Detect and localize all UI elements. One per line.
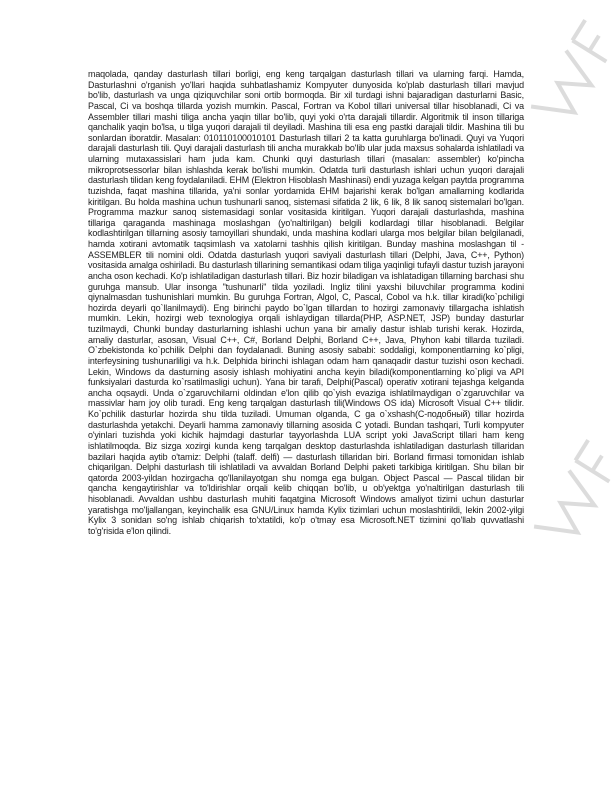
watermark-mark-lower: [534, 440, 612, 548]
body-paragraph: maqolada, qanday dasturlash tillari borligi, eng keng tarqalgan dasturlash tillari va ularning farqi. Hamda, Dasturlashni o'rganish yo'llari haqida suhbatlashamiz Kompyuter dunyosida ko'plab dasturlash tillari mavjud bo'lib, dasturlash va unga qiziquvchilar soni ortib bormoqda. Bir xil turdagi ishni bajaradigan dasturlarni Basic, Pascal, Ci va boshqa tillarda yozish mumkin. Pascal, Fortran va Kobol tillari universal tillar hisoblanadi, Ci va Assembler tillari mashi tiliga ancha yaqin tillar bo'lib, quyi yoki o'rta darajali tillardir. Algoritmik til inson tillariga qanchalik yaqin bo'lsa, u tilga yuqori darajali til deyiladi. Mashina tili esa eng pastki darajali tildir. Mashina tili bu sonlardan iboratdir. Masalan: 010110100010101 Dasturlash tillari 2 ta katta guruhlarga bo'linadi. Quyi va Yuqori darajali dasturlash tili. Quyi darajali dasturlash tili ancha murakkab bo'lib ular juda maxsus sohalarda ishlatiladi va ularning mutaxassislari ham juda kam. Chunki quyi dasturlash tillari (masalan: assembler) ko'pincha mikroprotsessorlar bilan ishlashda kerak bo'lishi mumkin. Odatda turli dasturlash ishlari uchun yuqori darajali dasturlash tilidan keng foydalaniladi. EHM (Elektron Hisoblash Mashinasi) endi yuzaga kelgan paytda programma tuzishda, faqat mashina tillarida, ya'ni sonlar yordamida EHM bajarishi kerak bo'lgan amallarning kodlarida kiritilgan. Bu holda mashina uchun tushunarli sanoq, sistemasi sifatida 2 lik, 6 lik, 8 lik sanoq sistemalari bo'lgan. Programma mazkur sanoq sistemasidagi sonlar vositasida kiritilgan. Yuqori darajali dasturlashda, mashina tillariga qaraganda mashinaga moslashgan (yo'naltirilgan) belgili kodlardagi tillar hisoblanadi. Belgilar kodlashtirilgan tillarning asosiy tamoyillari shundaki, unda mashina kodlari ularga mos belgilar bilan belgilanadi, hamda xotirani avtomatik taqsimlash va xatolarni tashhis qilish kiritilgan. Bunday mashina moslashgan til - ASSEMBLER tili nomini oldi. Odatda dasturlash yuqori saviyali dasturlash tillari (Delphi, Java, C++, Python) vositasida amalga oshiriladi. Bu dasturlash tillarining semantikasi odam tiliga yaqinligi tufayli dastur tuzish jarayoni ancha oson kechadi. Ko'p ishlatiladigan dasturlash tillari. Biz hozir biladigan va ishlatadigan tillarning barchasi shu guruhga mansub. Ular insonga "tushunarli" tilda yoziladi. Ingliz tilini yaxshi biluvchilar programma kodini qiynalmasdan tushunishlari mumkin. Bu guruhga Fortran, Algol, C, Pascal, Cobol va h.k. tillar kiradi(ko`pchiligi hozirda deyarli qo`llanilmaydi). Eng birinchi paydo bo`lgan tillardan to hozirgi zamonaviy tillargacha ishlatish mumkin. Lekin, hozirgi web texnologiya orqali ishlaydigan tillarda(PHP, ASP.NET, JSP) bunday dasturlar tuzilmaydi, Chunki bunday dasturlarning ishlashi uchun yana bir amaliy dastur ishlab turishi kerak. Hozirda, amaliy dasturlar, asosan, Visual C++, C#, Borland Delphi, Borland C++, Java, Phyhon kabi tillarda tuziladi. O`zbekistonda ko`pchilik Delphi dan foydalanadi. Buning asosiy sababi: soddaligi, komponentlarning ko`pligi, interfeysining tushunarliligi va h.k. Delphida birinchi ishlagan odam ham qanaqadir dastur tuzishi oson kechadi. Lekin, Windows da dasturning asosiy ishlash mohiyatini ancha keyin biladi(komponentlarning ko`pligi va API funksiyalari dasturda ko`rsatilmasligi uchun). Yana bir tarafi, Delphi(Pascal) operativ xotirani tejashga kelganda ancha oqsaydi. Unda o`zgaruvchilarni oldindan e'lon qilib qo`yish evaziga ishlatilmaydigan o`zgaruvchilar va massivlar ham joy olib turadi. Eng keng tarqalgan dasturlash tili(Windows OS ida) Microsoft Visual C++ tilidir. Ko`pchilik dasturlar hozirda shu tilda tuziladi. Umuman olganda, C ga o`xshash(C-подобный) tillar hozirda dasturlashda yetakchi. Deyarli hamma zamonaviy tillarning asosida C yotadi. Bundan tashqari, Turli kompyuter o'yinlari tuzishda yoki kichik hajmdagi dasturlar tayyorlashda LUA script yoki JavaScript tillari ham keng ishlatilmoqda. Biz sizga xozirgi kunda keng tarqalgan desktop dasturlashda ishlatiladigan dasturlash tillaridan bazilari haqida aytib o'tamiz: Delphi (talaff. delfi) — dasturlash tillaridan biri. Borland firmasi tomonidan ishlab chiqarilgan. Delphi dasturlash tili ishlatiladi va avvaldan Borland Delphi paketi tarkibiga kiritilgan. Shu bilan bir qatorda 2003-yildan hozirgacha qo'llanilayotgan shu nomga ega bulgan. Object Pascal — Pascal tilidan bir qancha kengaytirishlar va to'ldirishlar orqali kelib chiqqan bo'lib, u ob'yektga yo'naltirilgan dasturlash tili hisoblanadi. Avvaldan ushbu dasturlash muhiti faqatgina Microsoft Windows amaliyot tizimi uchun dasturlar yaratishga mo'ljallangan, keyinchalik esa GNU/Linux hamda Kylix tizimlari uchun moslashtirildi, lekin 2002-yilgi Kylix 3 sonidan so'ng ishlab chiqarish to'xtatildi, ko'p o'tmay esa Microsoft.NET tizimini qo'llab quvvatlashi to'g'risida e'lon qilindi.: [88, 69, 524, 536]
watermark-mark-upper: [531, 20, 612, 128]
